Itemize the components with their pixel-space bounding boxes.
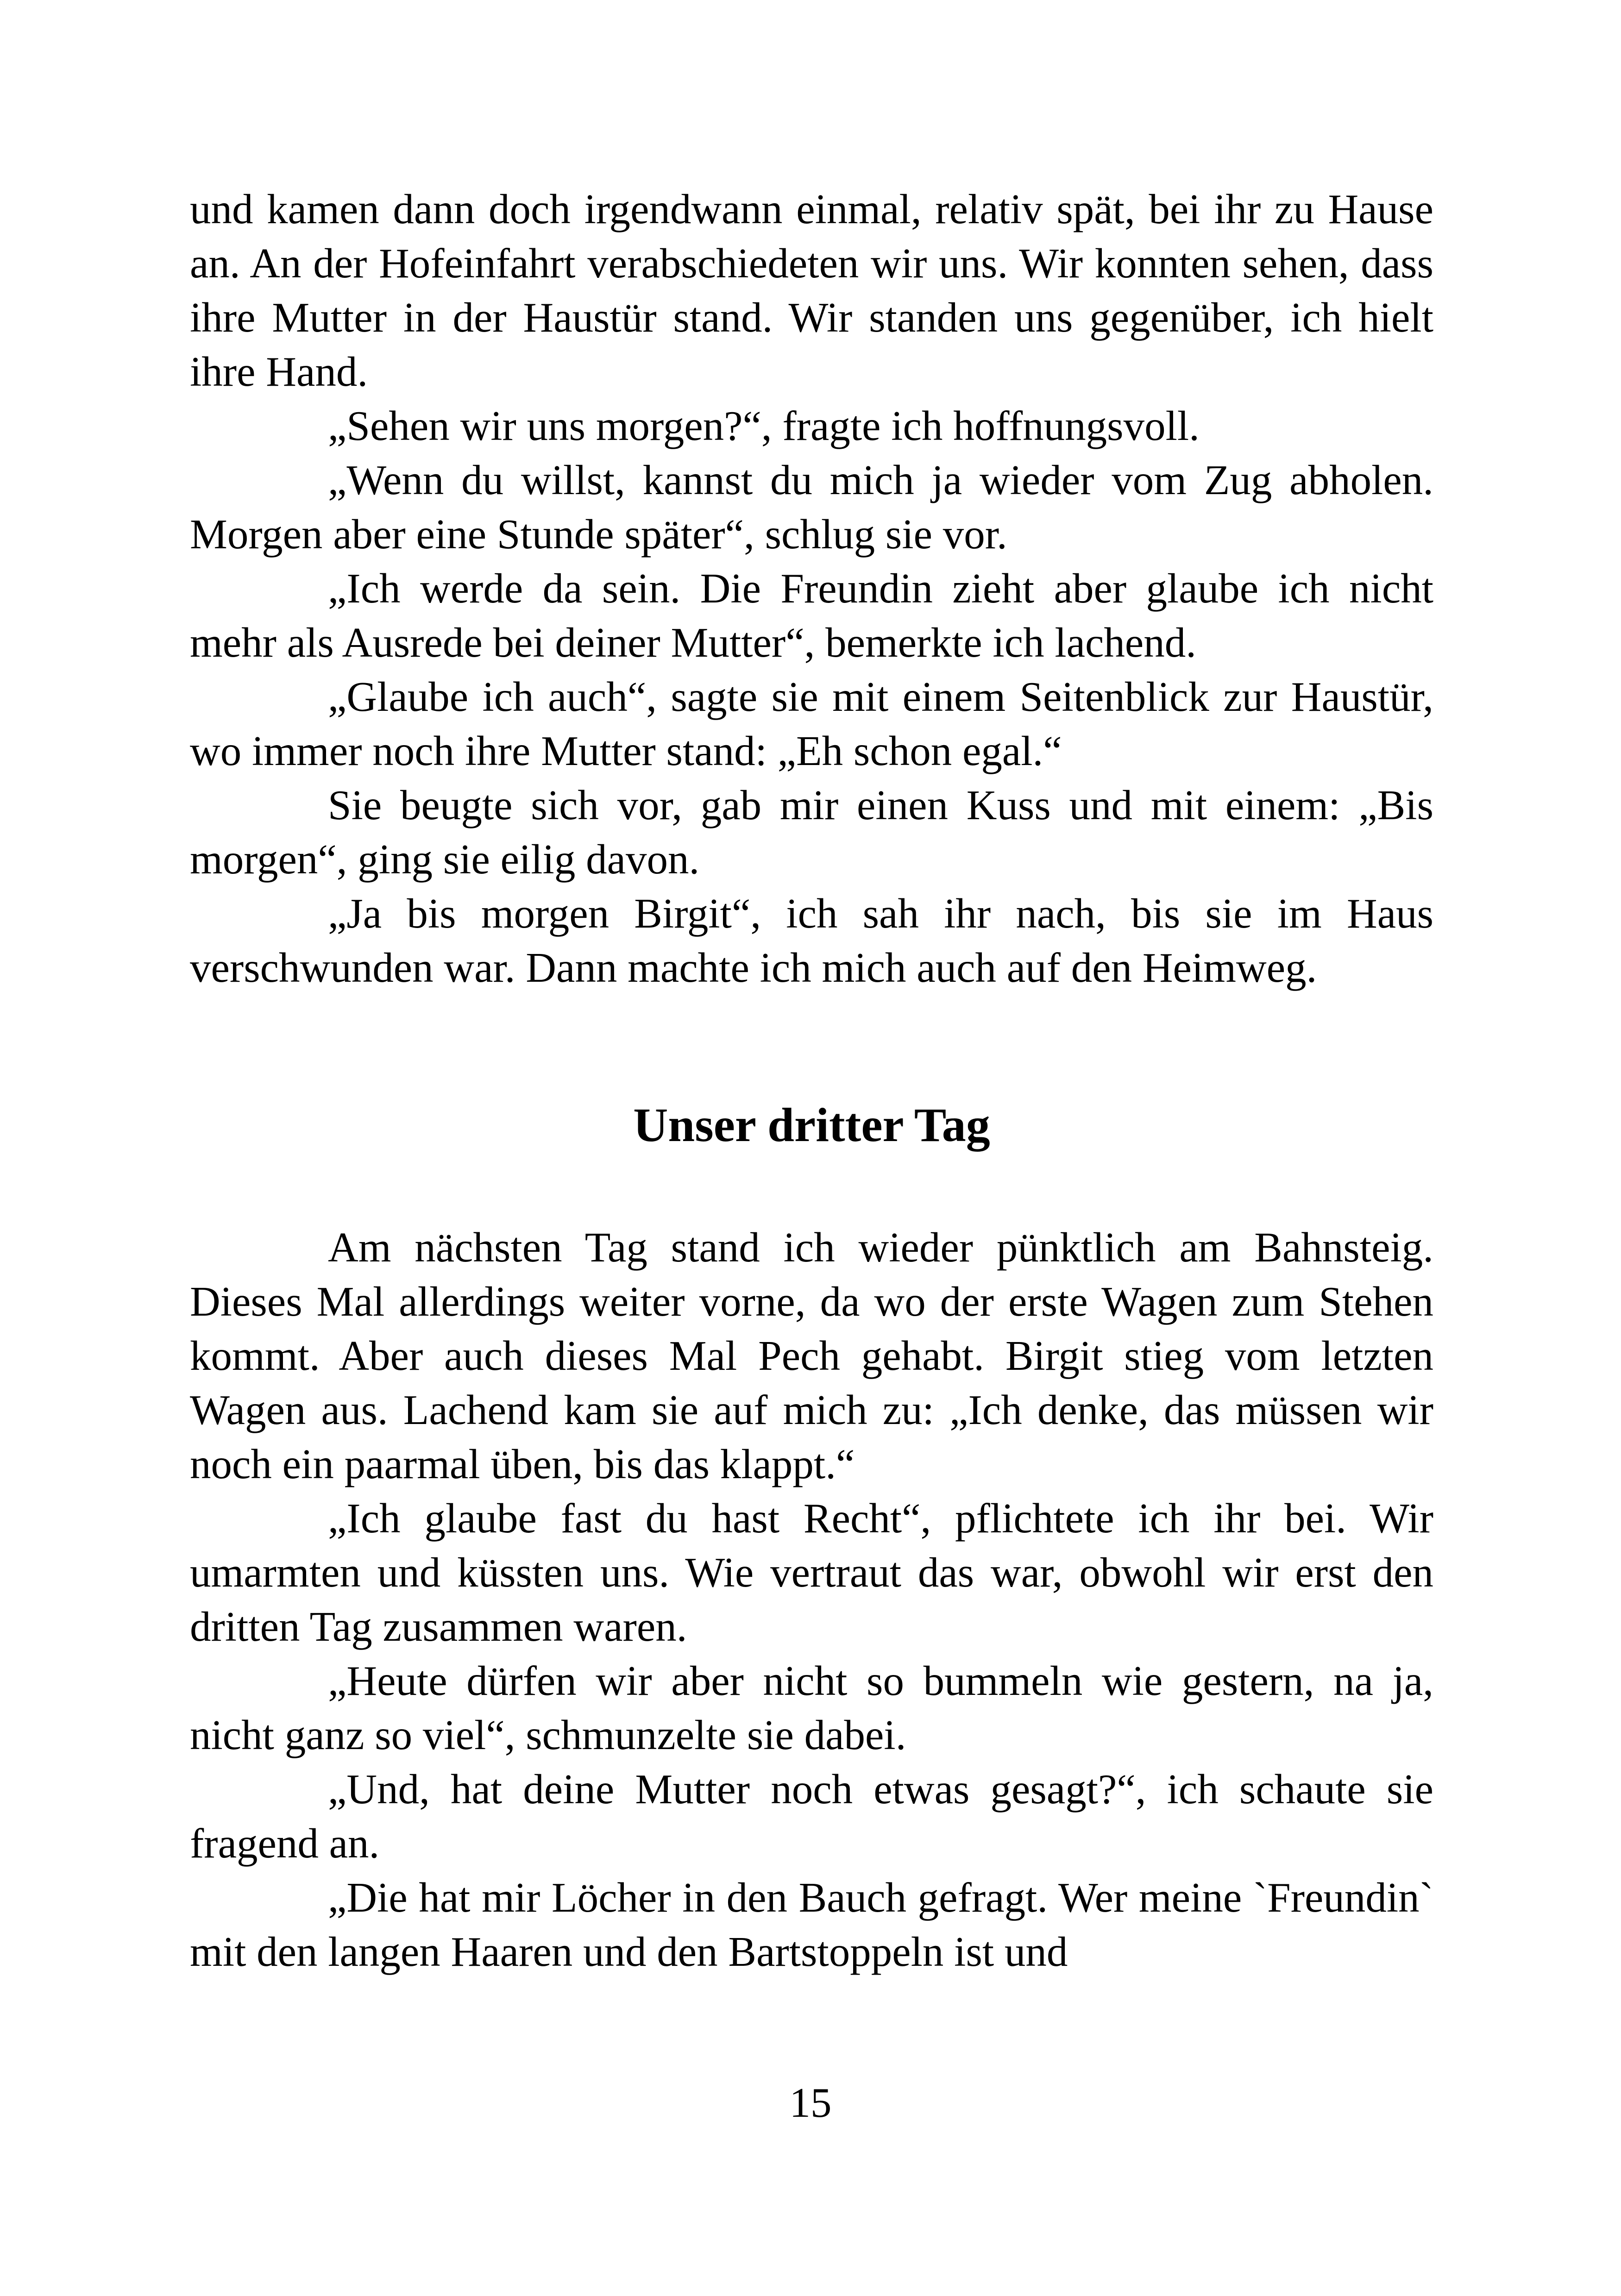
paragraph: „Glaube ich auch“, sagte sie mit einem Seitenblick zur Haustür, wo immer noch ihre Mutter stand: „Eh schon egal.“ bbox=[190, 673, 1433, 774]
paragraph: „Ja bis morgen Birgit“, ich sah ihr nach, bis sie im Haus verschwunden war. Dann machte ich mich auch auf den Heimweg. bbox=[190, 890, 1433, 991]
paragraph: Am nächsten Tag stand ich wieder pünktlich am Bahnsteig. Dieses Mal allerdings weiter vorne, da wo der erste Wagen zum Stehen kommt. Aber auch dieses Mal Pech gehabt. Birgit stieg vom letzten Wagen aus. Lachend kam sie auf mich zu: „Ich denke, das müssen wir noch ein paarmal üben, bis das klappt.“ bbox=[190, 1224, 1433, 1487]
paragraph: Sie beugte sich vor, gab mir einen Kuss und mit einem: „Bis morgen“, ging sie eilig davon. bbox=[190, 782, 1433, 883]
page-number: 15 bbox=[789, 2079, 832, 2126]
paragraph: und kamen dann doch irgendwann einmal, relativ spät, bei ihr zu Hause an. An der Hofeinfahrt verabschiedeten wir uns. Wir konnten sehen, dass ihre Mutter in der Haustür stand. Wir standen uns gegenüber, ich hielt ihre Hand. bbox=[190, 186, 1433, 395]
text-block-bottom bbox=[190, 1220, 1433, 1979]
paragraph: „Und, hat deine Mutter noch etwas gesagt?“, ich schaute sie fragend an. bbox=[190, 1766, 1433, 1867]
paragraph: „Heute dürfen wir aber nicht so bummeln wie gestern, na ja, nicht ganz so viel“, schmunzelte sie dabei. bbox=[190, 1657, 1433, 1758]
paragraph: „Ich glaube fast du hast Recht“, pflichtete ich ihr bei. Wir umarmten und küssten uns. Wie vertraut das war, obwohl wir erst den dritten Tag zusammen waren. bbox=[190, 1495, 1433, 1650]
chapter-title: Unser dritter Tag bbox=[633, 1098, 990, 1152]
paragraph: „Ich werde da sein. Die Freundin zieht aber glaube ich nicht mehr als Ausrede bei deiner Mutter“, bemerkte ich lachend. bbox=[190, 565, 1433, 666]
text-block-top bbox=[190, 182, 1433, 995]
paragraph: „Sehen wir uns morgen?“, fragte ich hoffnungsvoll. bbox=[328, 402, 1200, 449]
paragraph: „Die hat mir Löcher in den Bauch gefragt. Wer meine `Freundin` mit den langen Haaren und den Bartstoppeln ist und bbox=[190, 1874, 1433, 1975]
paragraph: „Wenn du willst, kannst du mich ja wieder vom Zug abholen. Morgen aber eine Stunde später“, schlug sie vor. bbox=[190, 457, 1433, 558]
